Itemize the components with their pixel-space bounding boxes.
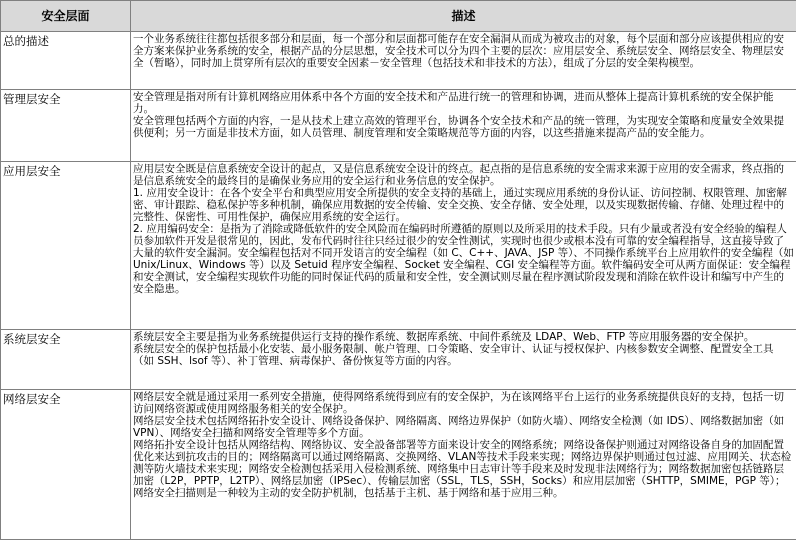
row-layer-application: 应用层安全 (1, 162, 131, 330)
row-description-network (131, 390, 796, 540)
description-paragraph: 系统层安全主要是指为业务系统提供运行支持的操作系统、数据库系统、中间件系统及 LDAP、Web、FTP 等应用服务器的安全保护。 (133, 331, 755, 343)
description-paragraph: 一个业务系统往往都包括很多部分和层面，每一个部分和层面都可能存在安全漏洞从而成为被攻击的对象，每个层面和部分应该提供相应的安全方案来保护业务系统的安全，根据产品的分层思想，安全技术可以分为四个主要的层次：应用层安全、系统层安全、网络层安全、物理层安全（暂略），同时加上贯穿所有层次的重要安全因素－安全管理（包括技术和非技术的方法），组成了分层的安全架构模型。 (133, 33, 784, 69)
table-row (1, 32, 796, 90)
description-paragraph: 网络层安全技术包括网络拓扑安全设计、网络设备保护、网络隔离、网络边界保护（如防火墙）、网络安全检测（如 IDS）、网络数据加密（如 VPN）、网络安全扫描和网络安全管理等多个方面。 (133, 415, 785, 439)
description-paragraph: 网络层安全就是通过采用一系列安全措施，使得网络系统得到应有的安全保护，为在该网络平台上运行的业务系统提供良好的支持，包括一切访问网络资源或使用网络服务相关的安全保护。 (133, 391, 784, 415)
row-description-overview (131, 32, 796, 90)
row-layer-overview: 总的描述 (1, 32, 131, 90)
table-row (1, 162, 796, 330)
header-description: 描述 (131, 1, 796, 32)
row-description-application (131, 162, 796, 330)
row-layer-system: 系统层安全 (1, 330, 131, 390)
description-paragraph: 安全管理是指对所有计算机网络应用体系中各个方面的安全技术和产品进行统一的管理和协调，进而从整体上提高计算机系统的安全保护能力。 (133, 91, 774, 115)
row-layer-network: 网络层安全 (1, 390, 131, 540)
table-row (1, 330, 796, 390)
row-description-system (131, 330, 796, 390)
table-row (1, 90, 796, 162)
description-paragraph: 2. 应用编码安全：是指为了消除或降低软件的安全风险而在编码时所遵循的原则以及所采用的技术手段。只有少量或者没有安全经验的编程人员参加软件开发是很常见的，因此，发布代码时往往只经过很少的安全性测试，实现时也很少或根本没有可靠的安全编程指导，这直接导致了大量的软件安全漏洞。安全编程包括对不同开发语言的安全编程（如 C、C++、JAVA、JSP 等）、不同操作系统平台上应用软件的安全编程（如 Unix/Linux、Windows 等）以及 Setuid 程序安全编程、Socket 安全编程、CGI 安全编程等方面。软件编码安全可从两方面保证：安全编程和安全测试，安全编程实现软件功能的同时保证代码的质量和安全性，安全测试则尽量在程序测试阶段发现和消除在软件设计和编写中产生的安全隐患。 (133, 223, 794, 295)
header-layer: 安全层面 (1, 1, 131, 32)
table-header-row (1, 1, 796, 32)
description-paragraph: 应用层安全既是信息系统安全设计的起点，又是信息系统安全设计的终点。起点指的是信息系统的安全需求来源于应用的安全需求，终点指的是信息系统安全的最终目的是确保业务应用的安全运行和业务信息的安全保护。 (133, 163, 784, 187)
description-paragraph: 1. 应用安全设计：在各个安全平台和典型应用安全所提供的安全支持的基础上，通过实现应用系统的身份认证、访问控制、权限管理、加密解密、审计跟踪、稳私保护等多种机制，确保应用数据的安全传输、安全交换、安全存储、安全处理，以及实现数据传输、存储、处理过程中的完整性、保密性、可用性保护，确保应用系统的安全运行。 (133, 187, 787, 223)
table-row (1, 390, 796, 540)
description-paragraph: 安全管理包括两个方面的内容，一是从技术上建立高效的管理平台，协调各个安全技术和产品的统一管理，为实现安全策略和度量安全效果提供便利；另一方面是非技术方面，如人员管理、制度管理和安全策略规范等方面的内容，以这些措施来提高产品的安全能力。 (133, 115, 784, 139)
description-paragraph: 网络拓扑安全设计包括从网络结构、网络协议、安全設备部署等方面来设计安全的网络系统；网络设备保护则通过对网络设备自身的加固配置优化来达到抗攻击的目的；网络隔离可以通过网络隔离、交换网络、VLAN等技术手段来实现；网络边界保护则通过包过滤、应用网关、状态检测等防火墙技术来实现；网络安全检测包括采用入侵检测系统、网络集中日志审计等手段来及时发现非法网络行为；网络数据加密包括链路层加密（L2P，PPTP，L2TP）、网络层加密（IPSec）、传输层加密（SSL，TLS，SSH，Socks）和应用层加密（SHTTP，SMIME，PGP 等）；网络安全扫描则是一种较为主动的安全防护机制，包括基于主机、基于网络和基于应用三种。 (133, 439, 792, 499)
description-paragraph: 系统层安全的保护包括最小化安装、最小服务限制、帐户管理、口令策略、安全审计、认证与授权保护、内核参数安全调整、配置安全工具（如 SSH、lsof 等）、补丁管理、病毒保护、备份恢复等方面的内容。 (133, 343, 774, 367)
row-description-management (131, 90, 796, 162)
row-layer-management: 管理层安全 (1, 90, 131, 162)
